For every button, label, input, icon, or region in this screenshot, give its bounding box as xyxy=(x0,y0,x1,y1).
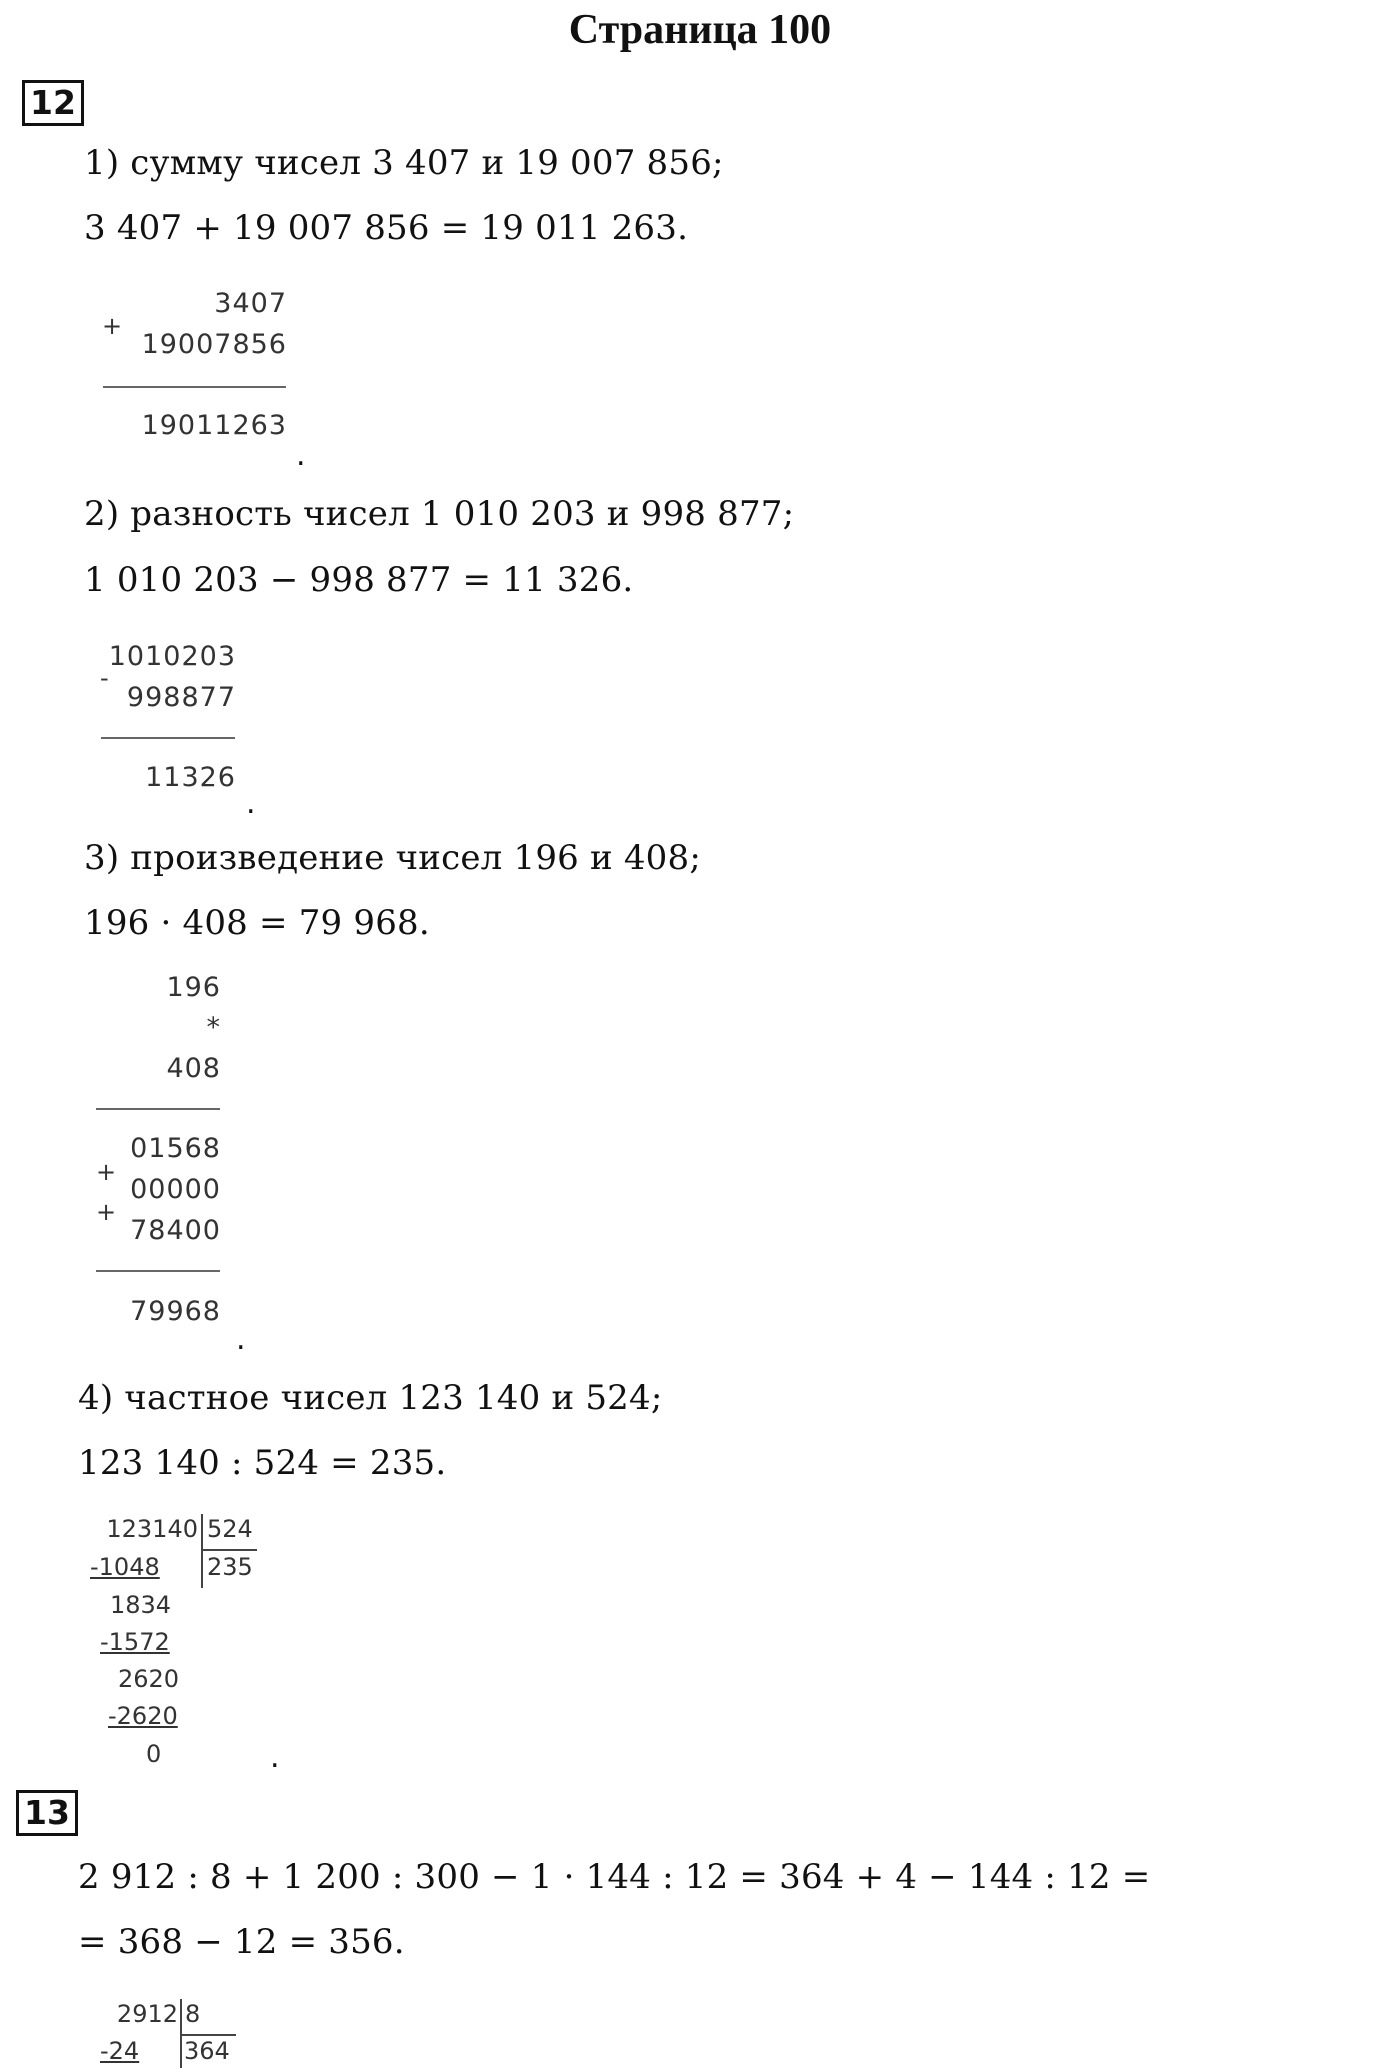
task-13-expression-line-1: 2 912 : 8 + 1 200 : 300 − 1 · 144 : 12 = 364 + 4 − 144 : 12 = xyxy=(78,1857,1151,1897)
p2-column-result: 11326 xyxy=(145,762,236,793)
p4-divisor-underline xyxy=(201,1549,257,1551)
p3-plus-sign-2: + xyxy=(96,1198,117,1226)
task-12-p1-text: 1) сумму чисел 3 407 и 19 007 856; xyxy=(84,143,724,183)
p1-column-bottom: 19007856 xyxy=(141,329,287,360)
p4-subtract-3: -2620 xyxy=(108,1702,178,1730)
t13-divisor: 8 xyxy=(185,2000,201,2028)
page-title: Страница 100 xyxy=(568,7,832,53)
p4-end-dot: . xyxy=(270,1740,280,1775)
p4-quotient: 235 xyxy=(207,1553,253,1581)
p1-column-top: 3407 xyxy=(214,288,287,319)
p4-remainder-2: 2620 xyxy=(118,1665,180,1693)
p3-column-rule-1 xyxy=(96,1108,220,1110)
p4-division-bar xyxy=(201,1514,203,1588)
p2-column-bottom: 998877 xyxy=(126,682,236,713)
p4-divisor: 524 xyxy=(207,1515,253,1543)
p3-partial-2: 00000 xyxy=(130,1174,221,1205)
task-12-p1-equation: 3 407 + 19 007 856 = 19 011 263. xyxy=(84,208,689,248)
p3-column-result: 79968 xyxy=(130,1296,221,1327)
task-12-p3-text: 3) произведение чисел 196 и 408; xyxy=(84,838,702,878)
p1-plus-sign: + xyxy=(102,312,123,340)
p2-end-dot: . xyxy=(246,786,256,821)
task-12-p2-equation: 1 010 203 − 998 877 = 11 326. xyxy=(84,560,634,600)
p1-column-result: 19011263 xyxy=(141,410,287,441)
t13-divisor-underline xyxy=(180,2034,236,2036)
p2-column-rule xyxy=(101,737,235,739)
p3-partial-1: 01568 xyxy=(130,1133,221,1164)
p4-subtract-2: -1572 xyxy=(100,1628,170,1656)
p3-column-rule-2 xyxy=(96,1270,220,1272)
task-12-p4-text: 4) частное чисел 123 140 и 524; xyxy=(78,1378,663,1418)
p3-column-top: 196 xyxy=(166,972,221,1003)
task-12-p3-equation: 196 · 408 = 79 968. xyxy=(84,903,430,943)
p1-column-rule xyxy=(103,386,286,388)
p3-column-bottom: 408 xyxy=(166,1053,221,1084)
p4-remainder-1: 1834 xyxy=(110,1591,172,1619)
p3-partial-3: 78400 xyxy=(130,1215,221,1246)
p1-end-dot: . xyxy=(296,438,306,473)
t13-subtract-1: -24 xyxy=(100,2037,140,2065)
p3-multiply-sign: * xyxy=(206,1012,221,1043)
t13-quotient: 364 xyxy=(184,2037,230,2065)
task-13-number: 13 xyxy=(16,1790,78,1836)
t13-dividend: 2912 xyxy=(116,2000,178,2028)
p4-dividend: 123140 xyxy=(106,1515,198,1543)
p3-end-dot: . xyxy=(236,1322,246,1357)
p2-minus-sign: - xyxy=(100,664,109,692)
p4-remainder-final: 0 xyxy=(146,1740,162,1768)
p2-column-top: 1010203 xyxy=(108,641,236,672)
task-12-p4-equation: 123 140 : 524 = 235. xyxy=(78,1443,447,1483)
task-12-number: 12 xyxy=(22,80,84,126)
p3-plus-sign-1: + xyxy=(96,1158,117,1186)
task-13-expression-line-2: = 368 − 12 = 356. xyxy=(78,1922,405,1962)
task-12-p2-text: 2) разность чисел 1 010 203 и 998 877; xyxy=(84,494,795,534)
p4-subtract-1: -1048 xyxy=(90,1553,160,1581)
